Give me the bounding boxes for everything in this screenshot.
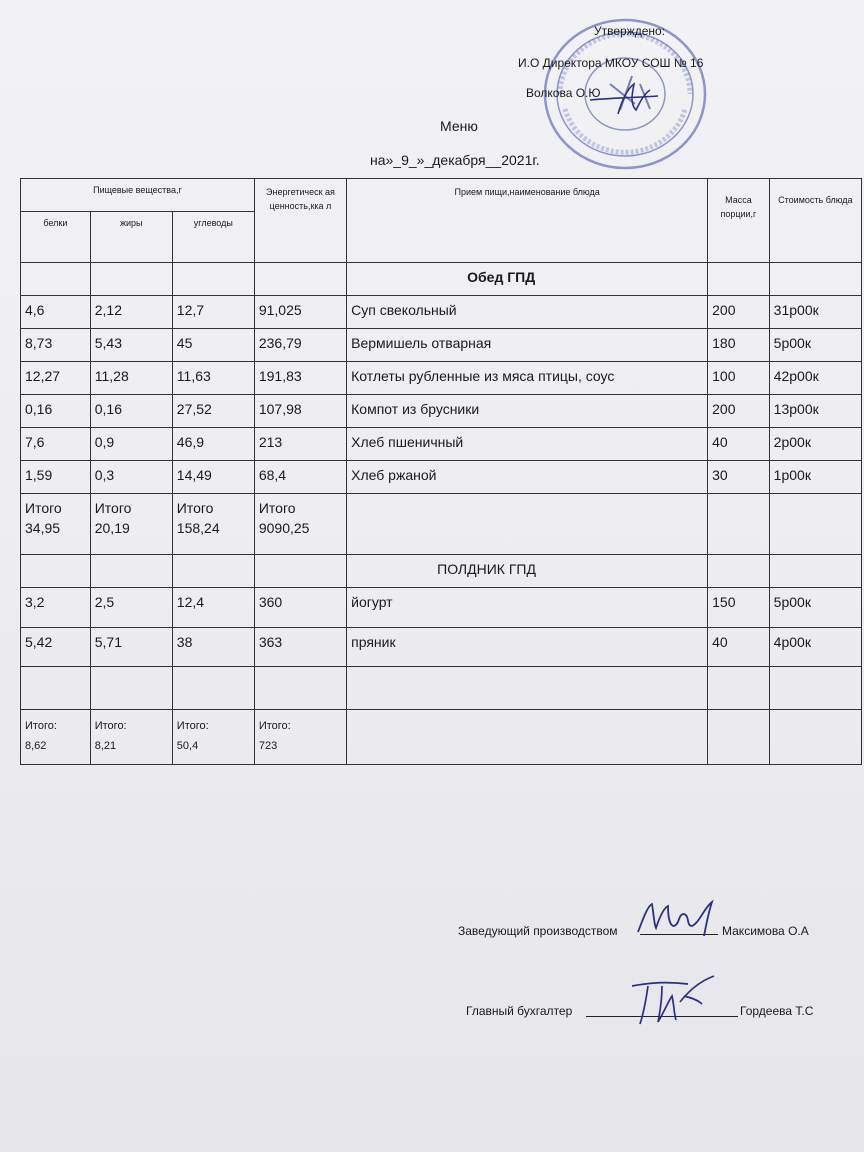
empty-cell: [172, 667, 254, 710]
cell-carbs: 46,9: [172, 428, 254, 461]
cell-proteins: 1,59: [21, 461, 91, 494]
cell-fats: 0,9: [90, 428, 172, 461]
cell-mass: 40: [708, 628, 770, 667]
table-row: [21, 362, 862, 395]
cell-mass: 200: [708, 395, 770, 428]
empty-cell: [172, 263, 254, 296]
cell-fats: 0,16: [90, 395, 172, 428]
total-proteins: Итого 34,95: [21, 494, 91, 555]
cell-energy: 363: [254, 628, 346, 667]
empty-cell: [708, 667, 770, 710]
empty-cell: [254, 667, 346, 710]
cell-fats: 5,43: [90, 329, 172, 362]
cell-dish: Вермишель отварная: [347, 329, 708, 362]
cell-proteins: 5,42: [21, 628, 91, 667]
cell-cost: 5р00к: [769, 588, 861, 628]
menu-date: на»_9_»_декабря__2021г.: [370, 152, 540, 168]
empty-cell: [21, 263, 91, 296]
total-proteins: Итого: 8,62: [21, 710, 91, 765]
cell-dish: Хлеб пшеничный: [347, 428, 708, 461]
cell-fats: 11,28: [90, 362, 172, 395]
cell-carbs: 12,7: [172, 296, 254, 329]
cell-carbs: 11,63: [172, 362, 254, 395]
total-fats: Итого 20,19: [90, 494, 172, 555]
table-row: [21, 428, 862, 461]
accountant-signature-icon: [622, 972, 722, 1028]
chief-label: Заведующий производством: [458, 924, 618, 938]
empty-cell: [254, 555, 346, 588]
header-dish: Прием пищи,наименование блюда: [347, 179, 708, 263]
chief-name: Максимова О.А: [722, 924, 809, 938]
cell-carbs: 45: [172, 329, 254, 362]
cell-carbs: 27,52: [172, 395, 254, 428]
cell-energy: 191,83: [254, 362, 346, 395]
cell-mass: 150: [708, 588, 770, 628]
header-cost: Стоимость блюда: [769, 179, 861, 263]
total-carbs: Итого 158,24: [172, 494, 254, 555]
header-fats: жиры: [90, 212, 172, 263]
cell-carbs: 12,4: [172, 588, 254, 628]
approved-label: Утверждено:: [594, 24, 666, 38]
cell-cost: 13р00к: [769, 395, 861, 428]
cell-dish: Компот из брусники: [347, 395, 708, 428]
empty-cell: [347, 667, 708, 710]
header-nutrients: Пищевые вещества,г: [21, 179, 255, 212]
empty-cell: [708, 555, 770, 588]
cell-mass: 40: [708, 428, 770, 461]
cell-carbs: 14,49: [172, 461, 254, 494]
chief-signature-icon: [634, 896, 724, 940]
cell-fats: 2,5: [90, 588, 172, 628]
cell-dish: Котлеты рубленные из мяса птицы, соус: [347, 362, 708, 395]
total-carbs: Итого: 50,4: [172, 710, 254, 765]
total-row: [21, 494, 862, 555]
menu-table: [20, 178, 862, 765]
header-proteins: белки: [21, 212, 91, 263]
cell-carbs: 38: [172, 628, 254, 667]
empty-cell: [172, 555, 254, 588]
cell-proteins: 0,16: [21, 395, 91, 428]
empty-cell: [769, 263, 861, 296]
approver-position: И.О Директора МКОУ СОШ № 16: [518, 56, 704, 70]
table-row: [21, 628, 862, 667]
section-title-snack: ПОЛДНИК ГПД: [347, 555, 708, 588]
empty-cell: [769, 494, 861, 555]
section-row: [21, 555, 862, 588]
approver-name: Волкова О.Ю: [526, 86, 601, 100]
cell-energy: 68,4: [254, 461, 346, 494]
cell-cost: 4р00к: [769, 628, 861, 667]
cell-mass: 180: [708, 329, 770, 362]
accountant-label: Главный бухгалтер: [466, 1004, 573, 1018]
header-energy: Энергетическ ая ценность,кка л: [254, 179, 346, 263]
cell-mass: 100: [708, 362, 770, 395]
cell-energy: 213: [254, 428, 346, 461]
cell-energy: 91,025: [254, 296, 346, 329]
section-row: [21, 263, 862, 296]
cell-dish: йогурт: [347, 588, 708, 628]
empty-cell: [708, 494, 770, 555]
cell-proteins: 3,2: [21, 588, 91, 628]
empty-cell: [347, 710, 708, 765]
cell-cost: 2р00к: [769, 428, 861, 461]
menu-title: Меню: [440, 118, 478, 134]
table-row: [21, 329, 862, 362]
empty-cell: [708, 263, 770, 296]
total-energy: Итого: 723: [254, 710, 346, 765]
approver-signature-icon: [588, 80, 678, 120]
empty-cell: [21, 555, 91, 588]
cell-energy: 107,98: [254, 395, 346, 428]
total-fats: Итого: 8,21: [90, 710, 172, 765]
table-header-row: [21, 179, 862, 212]
header-carbs: углеводы: [172, 212, 254, 263]
empty-cell: [254, 263, 346, 296]
accountant-name: Гордеева Т.С: [740, 1004, 814, 1018]
empty-row: [21, 667, 862, 710]
table-row: [21, 588, 862, 628]
empty-cell: [21, 667, 91, 710]
cell-energy: 236,79: [254, 329, 346, 362]
cell-energy: 360: [254, 588, 346, 628]
cell-dish: пряник: [347, 628, 708, 667]
empty-cell: [90, 263, 172, 296]
total-energy: Итого 9090,25: [254, 494, 346, 555]
cell-cost: 1р00к: [769, 461, 861, 494]
cell-proteins: 12,27: [21, 362, 91, 395]
cell-proteins: 7,6: [21, 428, 91, 461]
table-row: [21, 395, 862, 428]
empty-cell: [347, 494, 708, 555]
table-row: [21, 461, 862, 494]
empty-cell: [769, 710, 861, 765]
cell-proteins: 4,6: [21, 296, 91, 329]
table-row: [21, 296, 862, 329]
cell-fats: 0,3: [90, 461, 172, 494]
empty-cell: [708, 710, 770, 765]
total-row: [21, 710, 862, 765]
cell-cost: 31р00к: [769, 296, 861, 329]
cell-fats: 5,71: [90, 628, 172, 667]
section-title-lunch: Обед ГПД: [347, 263, 708, 296]
cell-proteins: 8,73: [21, 329, 91, 362]
cell-cost: 42р00к: [769, 362, 861, 395]
cell-dish: Хлеб ржаной: [347, 461, 708, 494]
header-mass: Масса порции,г: [708, 179, 770, 263]
empty-cell: [90, 555, 172, 588]
cell-dish: Суп свекольный: [347, 296, 708, 329]
empty-cell: [769, 667, 861, 710]
cell-mass: 200: [708, 296, 770, 329]
cell-cost: 5р00к: [769, 329, 861, 362]
empty-cell: [90, 667, 172, 710]
cell-fats: 2,12: [90, 296, 172, 329]
empty-cell: [769, 555, 861, 588]
cell-mass: 30: [708, 461, 770, 494]
